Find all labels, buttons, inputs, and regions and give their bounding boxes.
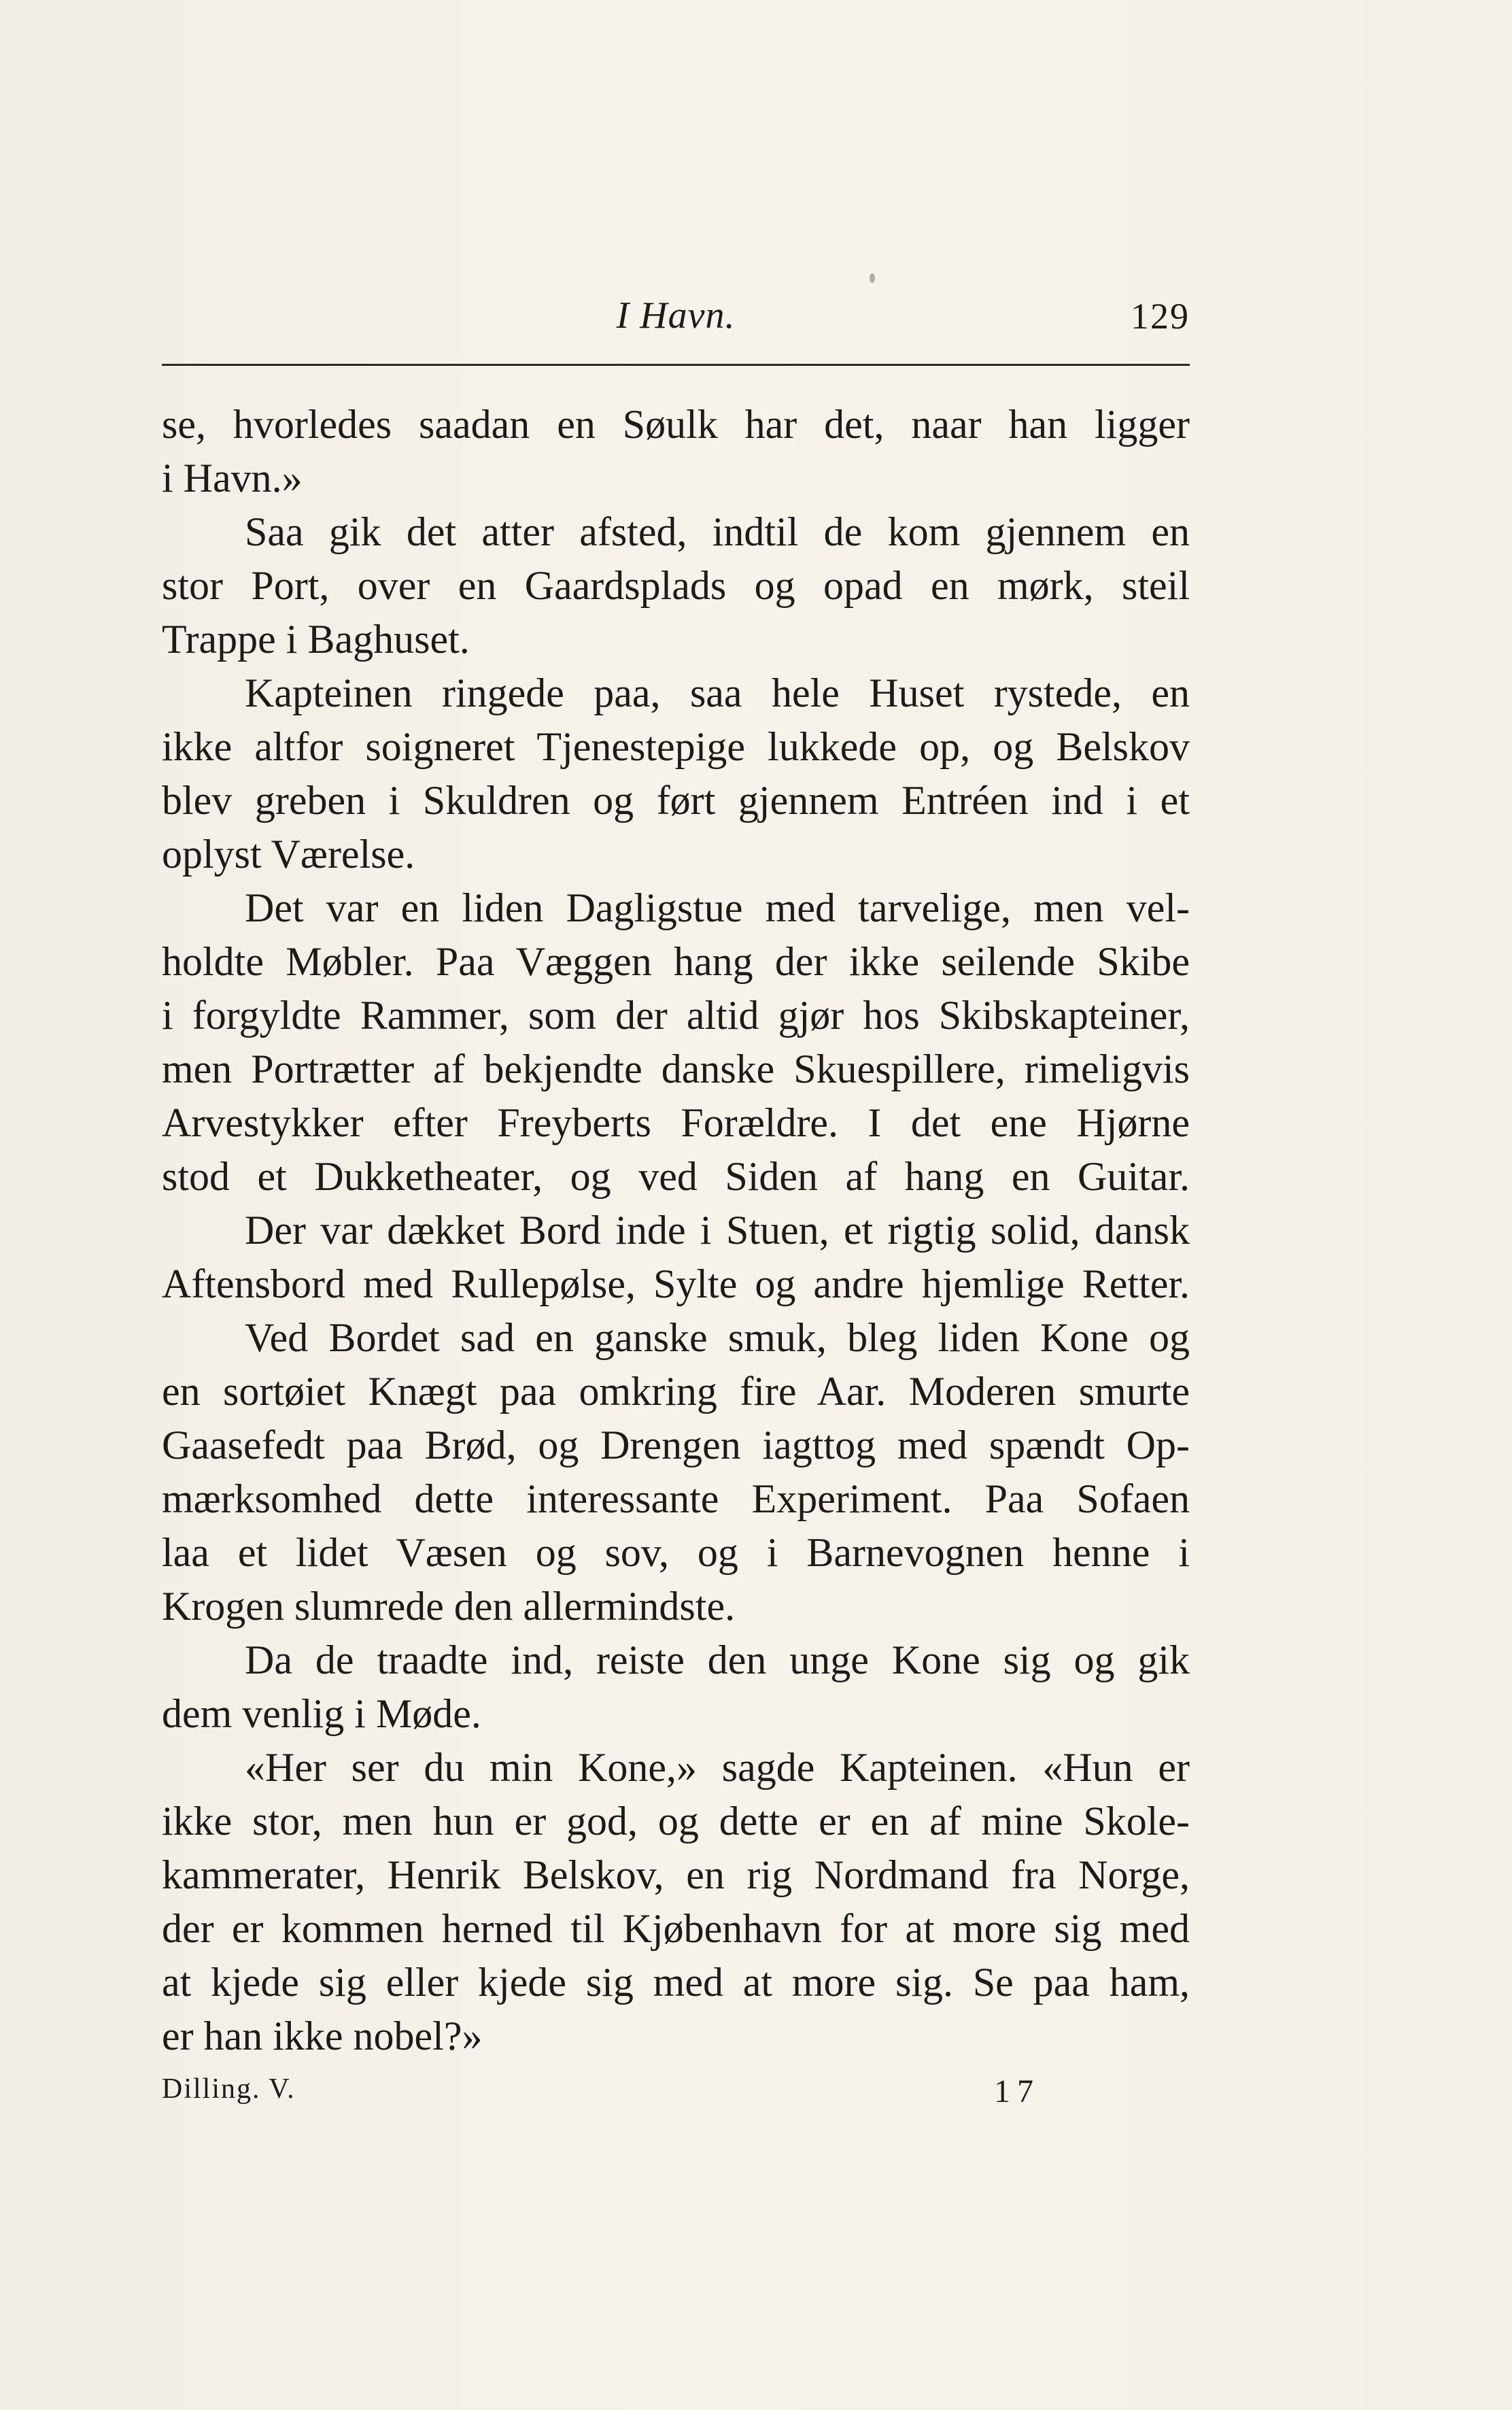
page-footer <box>162 2073 1190 2120</box>
text-line: stor Port, over en Gaardsplads og opad en mørk, steil <box>162 563 1190 608</box>
text-line: stod et Dukketheater, og ved Siden af hang en Guitar. <box>162 1154 1190 1199</box>
text-line: oplyst Værelse. <box>162 832 415 877</box>
ink-dot-mark <box>870 273 875 283</box>
text-line: Kapteinen ringede paa, saa hele Huset rystede, en <box>245 671 1190 715</box>
text-line: se, hvorledes saadan en Søulk har det, naar han ligger <box>162 402 1190 447</box>
page-number: 129 <box>1131 296 1190 337</box>
text-line: holdte Møbler. Paa Væggen hang der ikke seilende Skibe <box>162 939 1190 984</box>
running-title: I Havn. <box>616 294 736 337</box>
text-line: mærksomhed dette interessante Experiment. Paa Sofaen <box>162 1476 1190 1521</box>
text-line: dem venlig i Møde. <box>162 1691 481 1736</box>
text-line: at kjede sig eller kjede sig med at more sig. Se paa ham, <box>162 1960 1190 2005</box>
signature-mark: Dilling. V. <box>162 2073 296 2105</box>
page-header <box>162 286 1190 366</box>
text-line: ikke altfor soigneret Tjenestepige lukkede op, og Belskov <box>162 724 1190 769</box>
text-line: i forgyldte Rammer, som der altid gjør hos Skibskapteiner, <box>162 993 1190 1038</box>
text-line: Krogen slumrede den allermindste. <box>162 1584 736 1629</box>
text-line: Det var en liden Dagligstue med tarvelige, men vel- <box>245 885 1190 930</box>
text-line: men Portrætter af bekjendte danske Skuespillere, rimeligvis <box>162 1047 1190 1091</box>
text-line: kammerater, Henrik Belskov, en rig Nordmand fra Norge, <box>162 1852 1190 1897</box>
text-line: ikke stor, men hun er god, og dette er en af mine Skole- <box>162 1799 1190 1844</box>
text-line: laa et lidet Væsen og sov, og i Barnevognen henne i <box>162 1530 1190 1575</box>
header-rule <box>162 364 1190 366</box>
body-text <box>162 398 1190 2063</box>
sheet-number: 17 <box>994 2073 1040 2109</box>
text-line: Der var dækket Bord inde i Stuen, et rigtig solid, dansk <box>245 1208 1190 1253</box>
text-line: Ved Bordet sad en ganske smuk, bleg liden Kone og <box>245 1315 1190 1360</box>
text-line: i Havn.» <box>162 456 303 500</box>
text-line: Da de traadte ind, reiste den unge Kone sig og gik <box>245 1637 1190 1682</box>
text-line: der er kommen herned til Kjøbenhavn for at more sig med <box>162 1906 1190 1951</box>
text-line: Saa gik det atter afsted, indtil de kom gjennem en <box>245 509 1190 554</box>
text-line: Arvestykker efter Freyberts Forældre. I det ene Hjørne <box>162 1100 1190 1145</box>
text-line: Trappe i Baghuset. <box>162 617 470 662</box>
text-line: «Her ser du min Kone,» sagde Kapteinen. «Hun er <box>245 1745 1190 1790</box>
text-line: er han ikke nobel?» <box>162 2014 483 2058</box>
text-line: Aftensbord med Rullepølse, Sylte og andre hjemlige Retter. <box>162 1261 1190 1306</box>
text-line: en sortøiet Knægt paa omkring fire Aar. Moderen smurte <box>162 1369 1190 1414</box>
text-line: blev greben i Skuldren og ført gjennem Entréen ind i et <box>162 778 1190 823</box>
text-line: Gaasefedt paa Brød, og Drengen iagttog med spændt Op- <box>162 1423 1190 1467</box>
